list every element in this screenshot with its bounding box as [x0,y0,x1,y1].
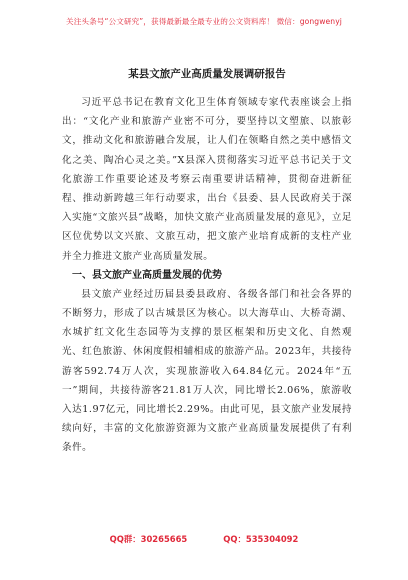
qq-group-number: QQ群：30265665 [109,534,188,544]
advantages-paragraph: 县文旅产业经过历届县委县政府、各级各部门和社会各界的不断努力，形成了以古城景区为核心。以大海草山、大桥奇湖、水城扩红文化生态园等为支撑的景区框架和历史文化、自然观光、红色旅游、休闲度假相辅相成的旅游产品。2023年，共接待游客592.74万人次，实现旅游收入64.84亿元。2024年“五一”期间，共接待游客21.81万人次，同比增长2.06%，旅游收入达1.97亿元，同比增长2.29%。由此可见，县文旅产业发展持续向好，丰富的文化旅游资源为文旅产业高质量发展提供了有利条件。 [62,288,352,454]
section-heading-advantages: 一、县文旅产业高质量发展的优势 [72,269,222,281]
qq-number: QQ：535304092 [223,534,299,544]
footer-contacts [0,533,408,545]
intro-paragraph: 习近平总书记在教育文化卫生体育领域专家代表座谈会上指出：“文化产业和旅游产业密不可分，要坚持以文塑旅、以旅彰文，推动文化和旅游融合发展，让人们在领略自然之美中感悟文化之美、陶冶心灵之美。”X县深入贯彻落实习近平总书记关于文化旅游工作重要论述及考察云南重要讲话精神，贯彻奋进新征程、推动新跨越三年行动要求，出台《县委、县人民政府关于深入实施“文旅兴县”战略，加快文旅产业高质量发展的意见》，立足区位优势以文兴旅、文旅互动，把文旅产业培育成新的支柱产业并全力推进文旅产业高质量发展。 [62,97,352,262]
top-banner: 关注头条号“公文研究”，获得最新最全最专业的公文资料库！ 微信：gongwenyj [66,17,342,26]
document-page [62,42,352,458]
document-title: 某县文旅产业高质量发展调研报告 [128,68,286,80]
